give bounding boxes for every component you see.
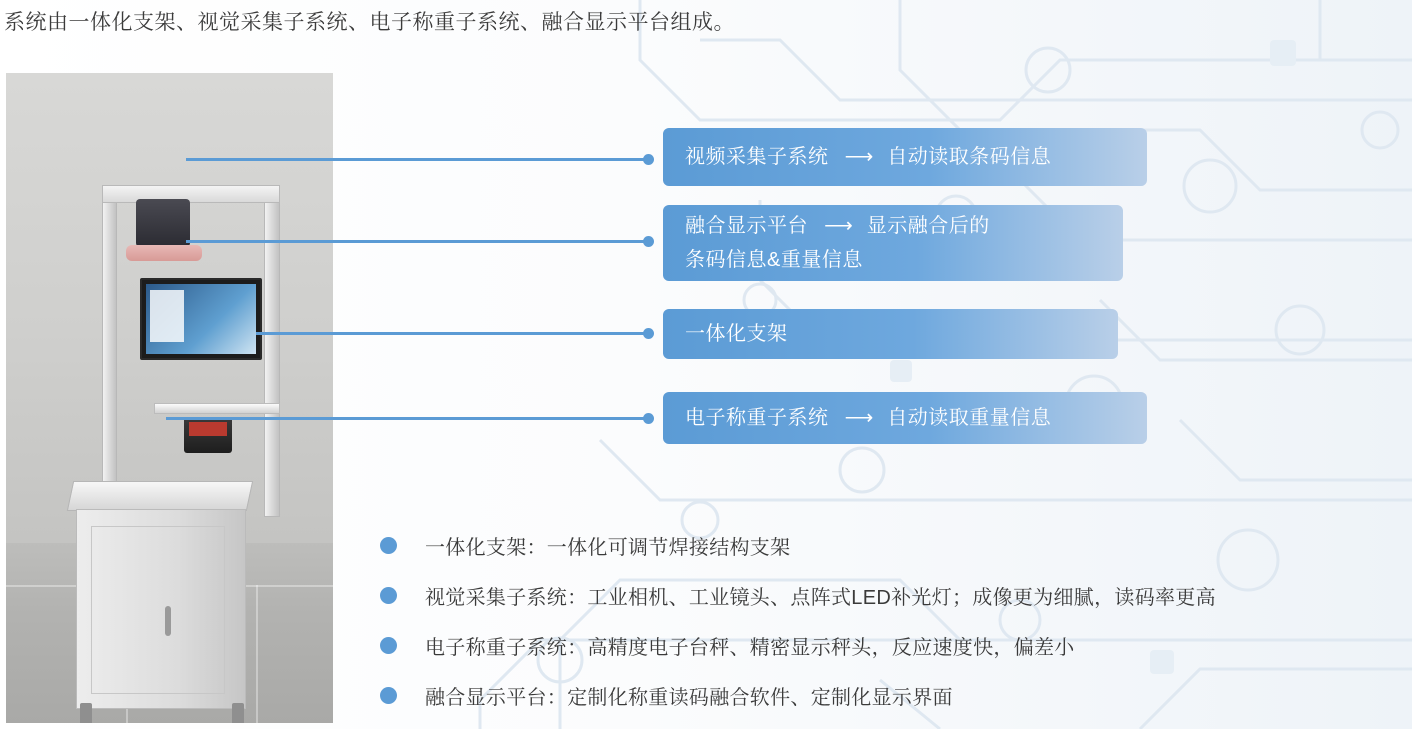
connector-line-fusion-display xyxy=(186,240,648,243)
list-item xyxy=(380,670,1216,720)
callout-value: 显示融合后的 xyxy=(866,215,990,237)
connector-endpoint-dot xyxy=(643,413,654,424)
bullet-label: 电子称重子系统：高精度电子台秤、精密显示秤头，反应速度快，偏差小 xyxy=(425,636,1075,659)
callout-fusion-display-platform xyxy=(663,205,1123,281)
bullet-dot-icon xyxy=(380,637,397,654)
indicator-display xyxy=(189,422,227,436)
led-light-bar xyxy=(126,245,202,261)
connector-endpoint-dot xyxy=(643,154,654,165)
connector-endpoint-dot xyxy=(643,328,654,339)
connector-line-weighing xyxy=(166,417,648,420)
callout-label: 视频采集子系统 xyxy=(685,146,829,168)
arrow-right-icon: ⟶ xyxy=(844,407,872,429)
cabinet-foot xyxy=(232,703,244,723)
callout-electronic-weighing-subsystem xyxy=(663,392,1147,444)
frame-top-bar xyxy=(102,185,280,203)
arrow-right-icon: ⟶ xyxy=(844,146,872,168)
bullet-dot-icon xyxy=(380,687,397,704)
callout-value: 自动读取条码信息 xyxy=(887,146,1052,168)
list-item xyxy=(380,620,1216,670)
floor-seam xyxy=(256,585,258,723)
connector-line-bracket xyxy=(256,332,648,335)
monitor-screen-panel xyxy=(150,290,184,342)
bullet-label: 一体化支架：一体化可调节焊接结构支架 xyxy=(425,536,791,559)
cabinet-door xyxy=(91,526,225,694)
page-title: 系统由一体化支架、视觉采集子系统、电子称重子系统、融合显示平台组成。 xyxy=(4,11,735,34)
callout-integrated-bracket xyxy=(663,309,1118,359)
callout-label: 一体化支架 xyxy=(685,323,788,345)
callout-line xyxy=(685,401,1125,435)
callout-label: 融合显示平台 xyxy=(685,215,808,237)
frame-post-left xyxy=(102,185,117,487)
list-item xyxy=(380,520,1216,570)
arrow-right-icon: ⟶ xyxy=(824,215,851,237)
cabinet-foot xyxy=(80,703,92,723)
connector-endpoint-dot xyxy=(643,236,654,247)
scale-platform xyxy=(67,481,253,511)
display-monitor xyxy=(140,278,262,360)
callout-line xyxy=(685,243,1101,277)
frame-post-right xyxy=(264,185,280,517)
callout-label: 条码信息&重量信息 xyxy=(685,249,863,271)
cabinet-handle xyxy=(165,606,171,636)
product-photo xyxy=(6,73,333,723)
connector-line-video-capture xyxy=(186,158,648,161)
bullet-dot-icon xyxy=(380,537,397,554)
list-item xyxy=(380,570,1216,620)
callout-label: 电子称重子系统 xyxy=(685,407,829,429)
industrial-camera xyxy=(136,199,190,247)
support-shelf xyxy=(154,403,280,414)
base-cabinet xyxy=(76,509,246,709)
callout-value: 自动读取重量信息 xyxy=(887,407,1052,429)
weighing-indicator-head xyxy=(184,417,232,453)
callout-line xyxy=(685,209,1101,243)
monitor-screen xyxy=(146,284,256,354)
bullet-label: 视觉采集子系统：工业相机、工业镜头、点阵式LED补光灯；成像更为细腻，读码率更高 xyxy=(425,586,1216,609)
callout-line xyxy=(685,140,1125,174)
callout-line xyxy=(685,317,1096,351)
bullet-dot-icon xyxy=(380,587,397,604)
bullet-label: 融合显示平台：定制化称重读码融合软件、定制化显示界面 xyxy=(425,686,953,709)
callout-video-capture-subsystem xyxy=(663,128,1147,186)
feature-bullet-list xyxy=(380,520,1216,720)
